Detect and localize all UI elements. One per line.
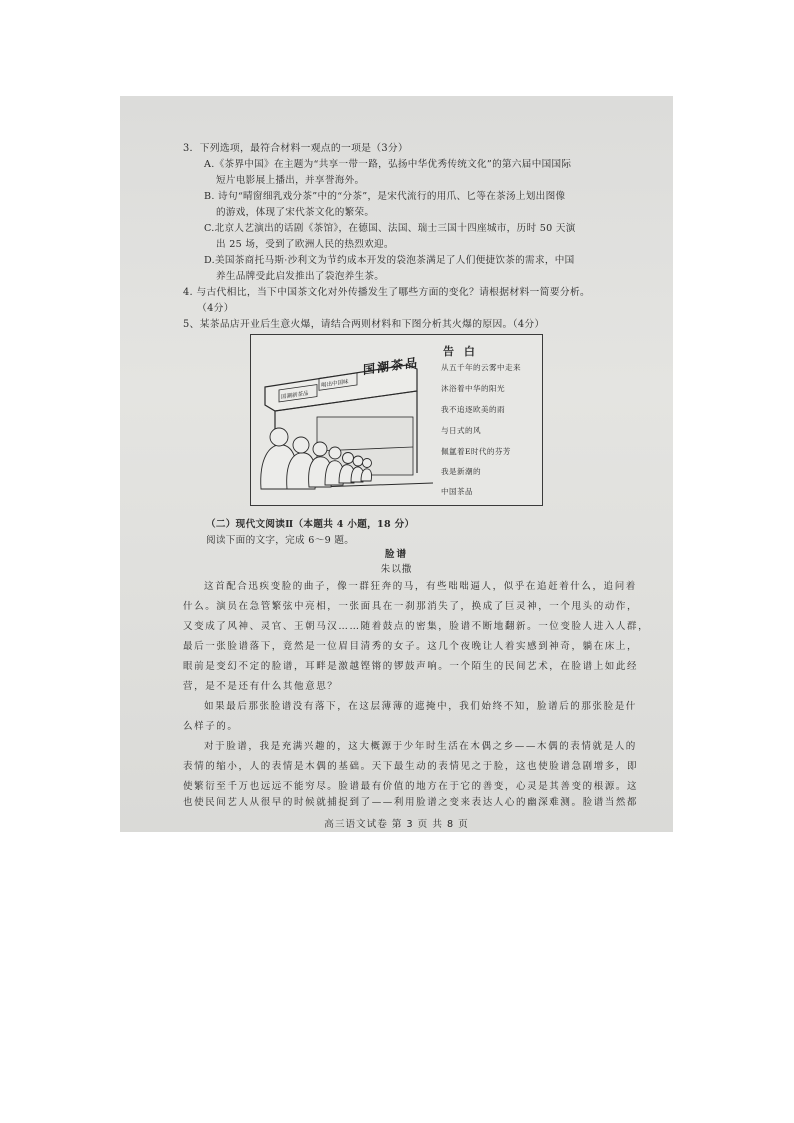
q3-option-a-line2: 短片电影展上播出，并享誉海外。 — [216, 175, 365, 186]
passage-line-6: 营，是不是还有什么其他意思？ — [183, 681, 339, 692]
tea-shop-figure — [250, 334, 543, 506]
passage-line-9: 对于脸谱，我是充满兴趣的，这大概源于少年时生活在木偶之乡——木偶的表情就是人的 — [204, 741, 637, 752]
shop-banner-2: 喝出中国味 — [321, 379, 349, 389]
passage-line-4: 最后一张脸谱落下，竟然是一位眉目清秀的女子。这几个夜晚让人着实感到神奇，躺在床上， — [183, 641, 639, 652]
q3-option-b-line1: B. 诗句“晴窗细乳戏分茶”中的“分茶”，是宋代流行的用爪、匕等在茶汤上划出图像 — [204, 191, 566, 202]
section-2-heading: （二）现代文阅读Ⅱ（本题共 4 小题，18 分） — [206, 519, 415, 530]
q3-option-c-line2: 出 25 场，受到了欧洲人民的热烈欢迎。 — [216, 239, 394, 250]
poem-line-5: 佩氲着E时代的芬芳 — [441, 447, 511, 456]
question-3-stem: 3．下列选项，最符合材料一观点的一项是（3分） — [183, 143, 409, 154]
passage-line-1: 这首配合迅疾变脸的曲子，像一群狂奔的马，有些咄咄逼人，似乎在追赶着什么，追问着 — [204, 581, 637, 592]
section-2-instruction: 阅读下面的文字，完成 6～9 题。 — [206, 535, 355, 546]
q3-option-d-line1: D.美国茶商托马斯·沙利文为节约成本开发的袋泡茶满足了人们便捷饮茶的需求，中国 — [204, 255, 575, 266]
shop-banner-1: 国潮新茶品 — [281, 390, 309, 401]
poem-line-2: 沐浴着中华的阳光 — [441, 384, 505, 393]
q3-option-a-line1: A.《茶界中国》在主题为“共享一带一路，弘扬中华优秀传统文化”的第六届中国国际 — [204, 159, 572, 170]
passage-line-11: 使繁衍至千万也远远不能穷尽。脸谱最有价值的地方在于它的善变，心灵是其善变的根源。这 — [183, 781, 639, 792]
question-4-line2: （4分） — [197, 303, 234, 314]
page-footer: 高三语文试卷 第 3 页 共 8 页 — [324, 819, 469, 830]
passage-author: 朱以撒 — [380, 564, 413, 575]
poem-line-3: 我不追逐欧美的雨 — [441, 405, 505, 414]
question-5-line1: 5、某茶品店开业后生意火爆，请结合两则材料和下图分析其火爆的原因。（4分） — [183, 319, 545, 330]
shop-sign: 国潮茶品 — [363, 355, 419, 378]
passage-line-10: 表情的缩小，人的表情是木偶的基础。天下最生动的表情见之于脸，这也使脸谱急剧增多，即 — [183, 761, 639, 772]
passage-line-7: 如果最后那张脸谱没有落下，在这层薄薄的遮掩中，我们始终不知，脸谱后的那张脸是什 — [204, 701, 637, 712]
poem-title: 告 白 — [443, 345, 478, 358]
passage-line-3: 又变成了风神、灵官、王朝马汉……随着鼓点的密集，脸谱不断地翻新。一位变脸人进入人群， — [183, 621, 650, 632]
poem-line-6: 我是新潮的 — [441, 467, 481, 476]
poem-line-7: 中国茶品 — [441, 487, 473, 496]
passage-line-2: 什么。演员在急管繁弦中亮相，一张面具在一刹那消失了，换成了巨灵神，一个甩头的动作， — [183, 601, 639, 612]
passage-line-5: 眼前是变幻不定的脸谱，耳畔是激越铿锵的锣鼓声响。一个陌生的民间艺术，在脸谱上如此经 — [183, 661, 639, 672]
passage-line-12: 也使民间艺人从很早的时候就捕捉到了——利用脸谱之变来表达人心的幽深难测。脸谱当然都 — [183, 797, 639, 808]
poem-line-4: 与日式的风 — [441, 426, 481, 435]
poem-line-1: 从五千年的云雾中走来 — [441, 363, 521, 372]
tea-shop-illustration — [257, 355, 437, 503]
exam-page-photo — [120, 96, 673, 832]
passage-line-8: 么样子的。 — [183, 721, 239, 732]
q3-option-c-line1: C.北京人艺演出的话剧《茶馆》，在德国、法国、瑞士三国十四座城市，历时 50 天演 — [204, 223, 576, 234]
q3-option-d-line2: 养生品牌受此启发推出了袋泡养生茶。 — [216, 271, 385, 282]
question-4-line1: 4. 与古代相比，当下中国茶文化对外传播发生了哪些方面的变化？请根据材料一简要分析。 — [183, 287, 591, 298]
passage-title: 脸谱 — [384, 549, 409, 560]
q3-option-b-line2: 的游戏，体现了宋代茶文化的繁荣。 — [216, 207, 375, 218]
